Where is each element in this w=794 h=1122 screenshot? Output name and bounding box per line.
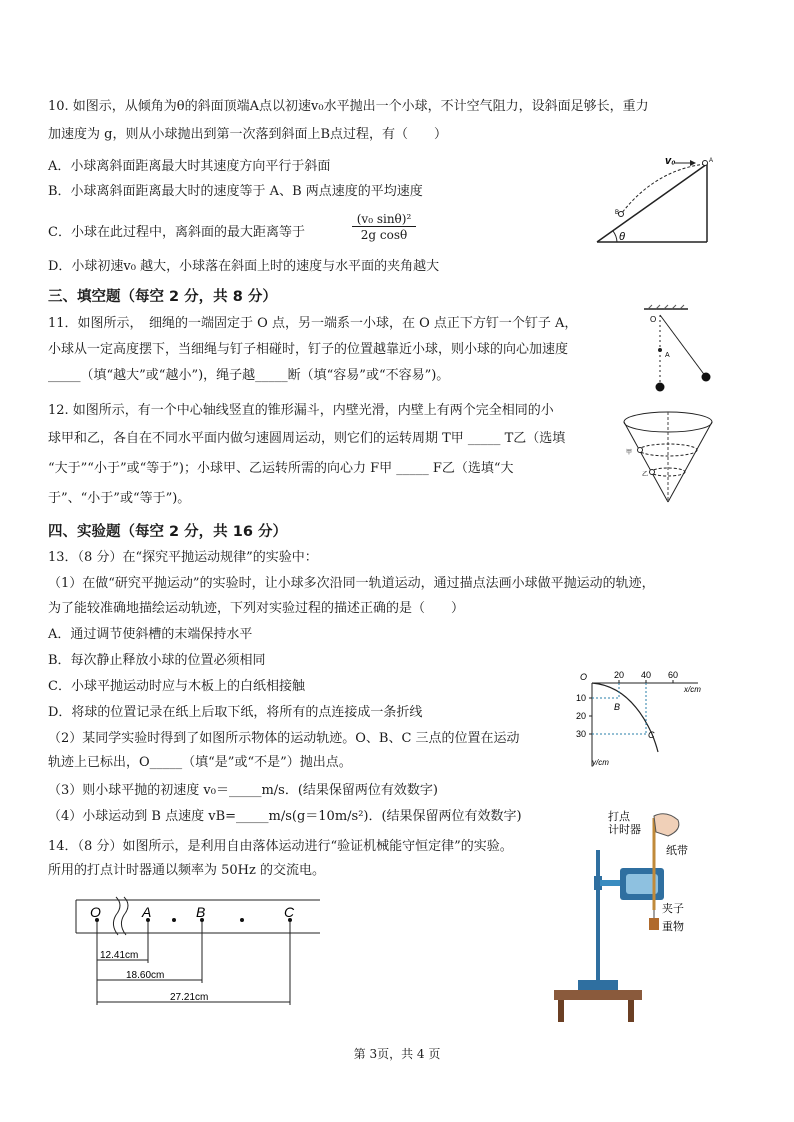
- q10-option-b: B．小球离斜面距离最大时的速度等于 A、B 两点速度的平均速度: [48, 184, 423, 199]
- q13-xtick-20: 20: [614, 670, 625, 680]
- q14-tape-figure: [76, 895, 326, 1015]
- q14-tape-point-a: A: [142, 904, 152, 920]
- q10-option-a: A．小球离斜面距离最大时其速度方向平行于斜面: [48, 159, 331, 174]
- q12-ball-yi-label: 乙: [642, 472, 649, 478]
- q10-option-c: C．小球在此过程中，离斜面的最大距离等于: [48, 225, 305, 240]
- q13-option-d: D．将球的位置记录在纸上后取下纸，将所有的点连接成一条折线: [48, 705, 423, 720]
- q13-xtick-40: 40: [641, 670, 652, 680]
- q13-option-c: C．小球平抛运动时应与木板上的白纸相接触: [48, 679, 305, 694]
- q13-ytick-10: 10: [576, 693, 587, 703]
- q10-stem-line2: 加速度为 g，则从小球抛出到第一次落到斜面上B点过程，有（ ）: [48, 127, 448, 142]
- q13-part2-line2: 轨迹上已标出，O_____（填“是”或“不是”）抛出点。: [48, 755, 352, 770]
- q12-line3: “大于”“小于”或“等于”)；小球甲、乙运转所需的向心力 F甲 _____ F乙（选填“大: [48, 461, 514, 476]
- q14-timer-label-2: 计时器: [608, 824, 641, 836]
- q13-part1-line2: 为了能较准确地描绘运动轨迹，下列对实验过程的描述正确的是（ ）: [48, 601, 465, 616]
- q14-distance-oa: 12.41cm: [100, 950, 139, 961]
- q11-line1: 11．如图所示， 细绳的一端固定于 O 点，另一端系一小球，在 O 点正下方钉一个钉子 A，: [48, 316, 578, 331]
- q13-x-axis-label: x/cm: [684, 685, 701, 694]
- q14-tape-label: 纸带: [666, 845, 688, 857]
- q14-distance-oc: 27.21cm: [170, 992, 209, 1003]
- page-footer: 第 3页，共 4 页: [353, 1047, 441, 1061]
- q13-part2-line1: （2）某同学实验时得到了如图所示物体的运动轨迹。O、B、C 三点的位置在运动: [48, 731, 520, 746]
- q13-ytick-20: 20: [576, 711, 587, 721]
- q10-option-d: D．小球初速v₀ 越大，小球落在斜面上时的速度与水平面的夹角越大: [48, 259, 440, 274]
- q14-tape-point-c: C: [284, 904, 295, 920]
- q14-weight-label: 重物: [662, 921, 684, 933]
- q13-xtick-60: 60: [668, 670, 679, 680]
- q10-point-b-label: B: [615, 210, 620, 216]
- q11-line2: 小球从一定高度摆下，当细绳与钉子相碰时，钉子的位置越靠近小球，则小球的向心加速度: [48, 342, 569, 357]
- q14-line2: 所用的打点计时器通以频率为 50Hz 的交流电。: [48, 863, 325, 878]
- q13-origin-label: O: [580, 672, 588, 682]
- q10-theta-label: θ: [619, 231, 625, 243]
- q13-point-c-label: C: [648, 730, 655, 740]
- q14-tape-point-o: O: [90, 904, 101, 920]
- q13-option-a: A．通过调节使斜槽的末端保持水平: [48, 627, 253, 642]
- q10-fraction-numerator: (v₀ sinθ)²: [352, 212, 416, 227]
- q11-line3: _____（填“越大”或“越小”)，绳子越_____断（填“容易”或“不容易”)。: [48, 368, 450, 383]
- q13-part4: （4）小球运动到 B 点速度 vB=_____m/s(g＝10m/s²)．(结果保留两位有效数字): [48, 809, 522, 824]
- q12-line1: 12. 如图所示，有一个中心轴线竖直的锥形漏斗，内壁光滑，内壁上有两个完全相同的小: [48, 403, 554, 418]
- q12-funnel-figure: [618, 410, 718, 505]
- q10-fraction-denominator: 2g cosθ: [360, 228, 408, 242]
- section-4-heading: 四、实验题（每空 2 分，共 16 分）: [48, 524, 287, 540]
- q12-line4: 于”、“小于”或“等于”)。: [48, 491, 191, 506]
- q14-clip-label: 夹子: [662, 903, 684, 915]
- q13-intro: 13．（8 分）在“探究平抛运动规律”的实验中：: [48, 550, 318, 565]
- q14-timer-label: 打点: [608, 811, 630, 823]
- q13-option-b: B．每次静止释放小球的位置必须相同: [48, 653, 266, 668]
- q11-pendulum-figure: [640, 305, 720, 395]
- q10-point-a-label: A: [709, 158, 714, 164]
- q13-ytick-30: 30: [576, 729, 587, 739]
- q14-apparatus-figure: [550, 810, 710, 1025]
- q12-ball-jia-label: 甲: [626, 450, 633, 456]
- section-3-heading: 三、填空题（每空 2 分，共 8 分）: [48, 289, 277, 305]
- q12-line2: 球甲和乙，各自在不同水平面内做匀速圆周运动，则它们的运转周期 T甲 _____ T乙（选填: [48, 431, 566, 446]
- q13-y-axis-label: y/cm: [592, 758, 609, 767]
- q11-point-a-label: A: [665, 352, 670, 359]
- q13-part3: （3）则小球平抛的初速度 v₀＝_____m/s．(结果保留两位有效数字): [48, 783, 438, 798]
- q10-v0-label: v₀: [665, 155, 676, 167]
- q13-trajectory-figure: [570, 668, 720, 773]
- q11-point-o-label: O: [650, 315, 657, 324]
- q14-tape-point-b: B: [196, 904, 206, 920]
- q14-line1: 14．（8 分）如图所示，是利用自由落体运动进行“验证机械能守恒定律”的实验。: [48, 839, 513, 854]
- q10-incline-figure: [595, 152, 715, 247]
- q14-distance-ob: 18.60cm: [126, 970, 165, 981]
- q13-point-b-label: B: [614, 702, 621, 712]
- q10-stem-line1: 10. 如图示，从倾角为θ的斜面顶端A点以初速v₀水平抛出一个小球，不计空气阻力，设斜面足够长，重力: [48, 99, 649, 114]
- q13-part1-line1: （1）在做“研究平抛运动”的实验时，让小球多次沿同一轨道运动，通过描点法画小球做平抛运动的轨迹，: [48, 576, 655, 591]
